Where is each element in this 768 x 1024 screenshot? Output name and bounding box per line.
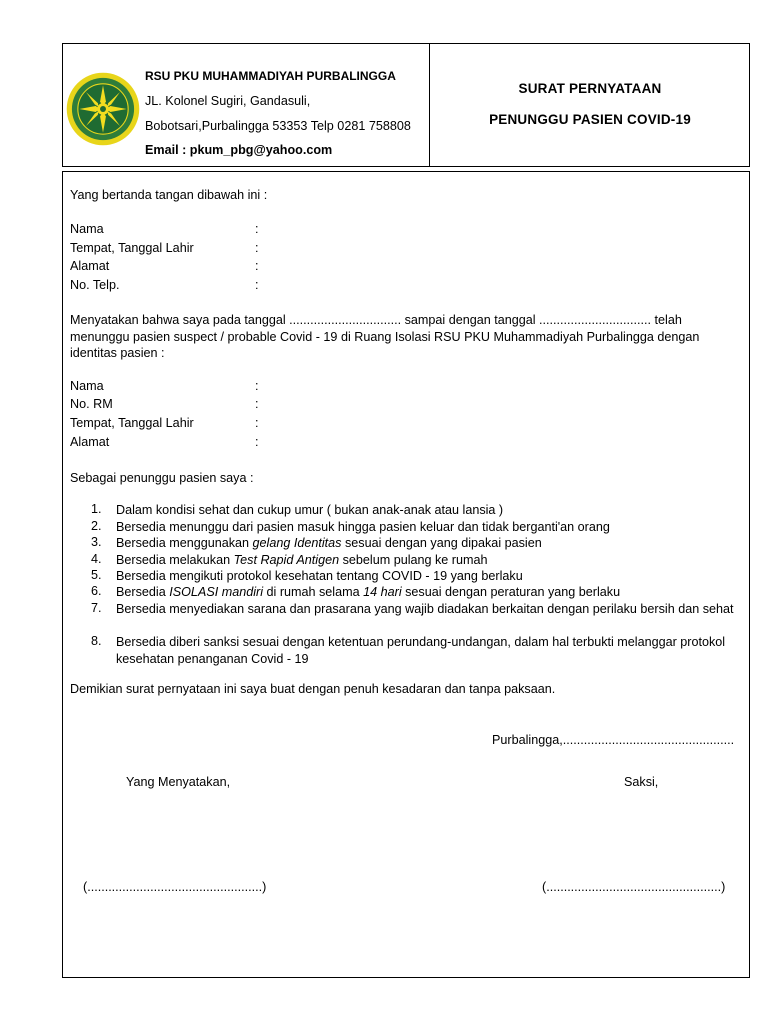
guardian-field-phone-label: No. Telp. [70,278,120,292]
list-item-number: 2. [91,519,102,533]
field-colon: : [255,222,259,236]
list-item-number: 6. [91,584,102,598]
patient-field-record-label: No. RM [70,397,113,411]
witness-label: Saksi, [624,775,659,789]
hospital-address-line1: JL. Kolonel Sugiri, Gandasuli, [145,94,311,108]
guardian-field-birth-label: Tempat, Tanggal Lahir [70,241,194,255]
muhammadiyah-sun-logo-icon [66,72,140,146]
list-item-number: 3. [91,535,102,549]
field-colon: : [255,379,259,393]
list-item-number: 4. [91,552,102,566]
field-colon: : [255,259,259,273]
list-item-number: 7. [91,601,102,615]
guardian-field-address-label: Alamat [70,259,110,273]
list-intro: Sebagai penunggu pasien saya : [70,471,254,485]
place-date-line: Purbalingga,................................................. [492,733,735,747]
list-item: Bersedia menunggu dari pasien masuk hingga pasien keluar dan tidak berganti'an orang [116,520,610,534]
list-item: Bersedia mengikuti protokol kesehatan tentang COVID - 19 yang berlaku [116,569,523,583]
list-item-number: 5. [91,568,102,582]
signer-signature-line: (..................................................) [83,880,267,894]
field-colon: : [255,416,259,430]
list-item: Bersedia diberi sanksi sesuai dengan ketentuan perundang-undangan, dalam hal terbukti melanggar protokol kesehatan penanganan Covid - 19 [116,635,726,666]
signer-label: Yang Menyatakan, [126,775,231,789]
field-colon: : [255,397,259,411]
header-divider [429,44,430,166]
hospital-email: Email : pkum_pbg@yahoo.com [145,143,333,157]
patient-field-name-label: Nama [70,379,104,393]
hospital-address-line2: Bobotsari,Purbalingga 53353 Telp 0281 758808 [145,119,411,133]
list-item-number: 8. [91,634,102,648]
list-item: Bersedia menyediakan sarana dan prasarana yang wajib diadakan berkaitan dengan perilaku bersih dan sehat [116,602,734,616]
field-colon: : [255,435,259,449]
field-colon: : [255,278,259,292]
letterhead [62,43,750,167]
list-item: Dalam kondisi sehat dan cukup umur ( bukan anak-anak atau lansia ) [116,503,504,517]
patient-field-birth-label: Tempat, Tanggal Lahir [70,416,194,430]
list-item: Bersedia ISOLASI mandiri di rumah selama 14 hari sesuai dengan peraturan yang berlaku [116,585,621,599]
guardian-field-name-label: Nama [70,222,104,236]
statement-body [62,171,750,978]
hospital-name: RSU PKU MUHAMMADIYAH PURBALINGGA [145,69,396,83]
intro-text: Yang bertanda tangan dibawah ini : [70,188,268,202]
closing-statement: Demikian surat pernyataan ini saya buat dengan penuh kesadaran dan tanpa paksaan. [70,682,556,696]
patient-field-address-label: Alamat [70,435,110,449]
document-title-line1: SURAT PERNYATAAN [518,81,662,96]
list-item: Bersedia menggunakan gelang Identitas sesuai dengan yang dipakai pasien [116,536,542,550]
witness-signature-line: (..................................................) [542,880,726,894]
list-item-number: 1. [91,502,102,516]
field-colon: : [255,241,259,255]
statement-paragraph: Menyatakan bahwa saya pada tanggal ................................ sampai dengan tanggal ................................ telah menunggu pasien suspect / probable Covid - 19 di Ruang Isolasi RSU PKU Muhammadiyah Purbalingga dengan identitas pasien : [70,313,700,360]
document-title-line2: PENUNGGU PASIEN COVID-19 [489,112,691,127]
list-item: Bersedia melakukan Test Rapid Antigen sebelum pulang ke rumah [116,553,488,567]
